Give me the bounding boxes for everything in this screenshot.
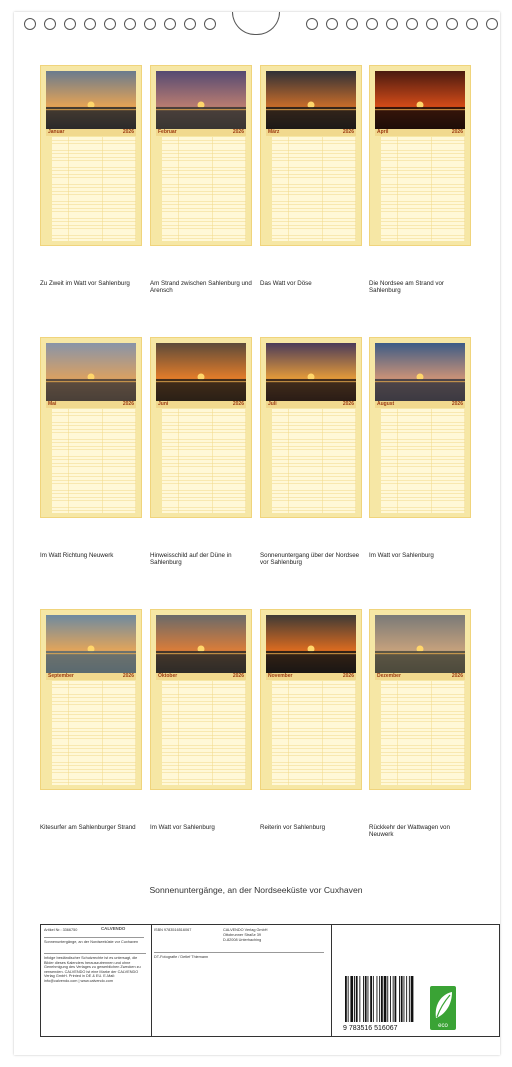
barcode-bar [399,976,400,1022]
month-header [156,129,246,136]
month-photo [375,343,465,401]
binding-ring [306,18,318,30]
day-rows [46,681,136,785]
month-caption: Sonnenuntergang über der Nordsee vor Sahlenburg [260,552,360,566]
binding-ring [466,18,478,30]
month-caption: Das Watt vor Döse [260,280,312,287]
eco-label: eco [438,1023,448,1029]
month-name: August [377,401,395,407]
month-name: Juni [158,401,169,407]
month-card-11 [260,609,362,790]
month-name: Februar [158,129,177,135]
barcode-bar [393,976,394,1022]
day-rows [156,137,246,241]
day-rows [266,137,356,241]
month-card-7 [260,337,362,518]
month-caption: Reiterin vor Sahlenburg [260,824,326,831]
short-title: Sonnenuntergänge, an der Nordseeküste vor Cuxhaven [44,937,144,945]
month-photo [266,71,356,129]
barcode-bar [390,976,391,1022]
month-card-8 [369,337,471,518]
month-card-6 [150,337,252,518]
barcode-bars [341,976,431,1026]
month-caption: Hinweisschild auf der Düne in Sahlenburg [150,552,232,566]
month-card-10 [150,609,252,790]
day-rows [46,137,136,241]
barcode-bar [363,976,364,1022]
article-number: Artikel Nr.: 3366750 [44,928,78,932]
barcode-bar [373,976,374,1022]
publisher-city: D-82008 Unterhaching [223,938,262,942]
day-rows [156,409,246,513]
month-header [266,673,356,680]
leaf-icon [430,986,456,1030]
legal-text: Infolge beständischer Schutzrechte ist es untersagt, die Bilder dieses Kalenders herauszutrennen und ohne Genehmigung des Verlages zu gewerblichen Zwecken zu verwenden. CALVENDO ist eine Marke der CALVENDO Verlag GmbH. Printed in DE & EU. E-Mail: info@calvendo.com | www.calvendo.com [44,953,146,984]
month-year: 2026 [232,129,244,135]
binding-ring [346,18,358,30]
month-year: 2026 [122,401,134,407]
binding-ring [446,18,458,30]
month-year: 2026 [451,401,463,407]
barcode-bar [368,976,369,1022]
month-header [46,129,136,136]
month-name: Juli [268,401,277,407]
binding-ring [204,18,216,30]
publisher-name: CALVENDO Verlag GmbH [223,928,268,932]
month-caption: Im Watt vor Sahlenburg [369,552,434,559]
binding-ring [44,18,56,30]
day-rows [46,409,136,513]
month-photo [266,615,356,673]
month-year: 2026 [342,401,354,407]
month-caption: Im Watt vor Sahlenburg [150,824,215,831]
month-photo [375,615,465,673]
barcode-bar [370,976,372,1022]
barcode-bar [359,976,360,1022]
barcode-bar [401,976,403,1022]
month-card-9 [40,609,142,790]
month-header [46,401,136,408]
month-name: Dezember [377,673,401,679]
barcode-bar [379,976,380,1022]
photographer-credit: DT-Fotografie / Detlef Thiemann [154,952,324,960]
day-rows [266,409,356,513]
month-header [375,401,465,408]
eco-badge [430,986,456,1030]
barcode-bar [365,976,367,1022]
day-rows [375,409,465,513]
month-year: 2026 [122,129,134,135]
month-card-1 [40,65,142,246]
month-caption: Im Watt Richtung Neuwerk [40,552,114,559]
month-photo [375,71,465,129]
barcode-bar [384,976,387,1022]
binding-ring [64,18,76,30]
month-photo [266,343,356,401]
binding-ring [366,18,378,30]
barcode-bar [406,976,407,1022]
barcode-bar [354,976,355,1022]
month-photo [46,615,136,673]
month-header [156,673,246,680]
day-rows [156,681,246,785]
month-year: 2026 [342,129,354,135]
publisher-logo-text: CALVENDO [101,926,126,931]
month-year: 2026 [122,673,134,679]
month-name: Januar [48,129,65,135]
barcode-bar [411,976,414,1022]
month-header [375,129,465,136]
barcode-bar [409,976,410,1022]
month-photo [156,615,246,673]
calendar-title: Sonnenuntergänge, an der Nordseeküste vor Cuxhaven [149,885,363,895]
binding-ring [426,18,438,30]
month-photo [46,71,136,129]
month-year: 2026 [232,673,244,679]
binding-ring [406,18,418,30]
info-box [40,924,500,1037]
month-card-4 [369,65,471,246]
barcode-bar [377,976,378,1022]
binding-ring [84,18,96,30]
binding-ring [144,18,156,30]
binding-ring [124,18,136,30]
barcode-bar [395,976,397,1022]
binding-ring [164,18,176,30]
month-year: 2026 [232,401,244,407]
month-year: 2026 [451,673,463,679]
binding-ring [24,18,36,30]
binding-ring [326,18,338,30]
barcode [341,976,431,1033]
month-photo [156,71,246,129]
binding-ring [486,18,498,30]
month-header [375,673,465,680]
binding-ring [184,18,196,30]
day-rows [375,681,465,785]
month-name: Mai [48,401,57,407]
day-rows [375,137,465,241]
month-card-5 [40,337,142,518]
barcode-bar [381,976,383,1022]
month-caption: Die Nordsee am Strand vor Sahlenburg [369,280,444,294]
month-header [156,401,246,408]
info-column-middle [151,925,332,1036]
month-caption: Am Strand zwischen Sahlenburg und Arensch [150,280,252,294]
binding-ring [104,18,116,30]
month-caption: Kitesurfer am Sahlenburger Strand [40,824,136,831]
month-name: April [377,129,389,135]
month-card-12 [369,609,471,790]
month-header [266,401,356,408]
month-card-3 [260,65,362,246]
month-name: März [268,129,280,135]
barcode-bar [356,976,358,1022]
isbn-text: ISBN 9783516516067 [154,928,192,932]
month-photo [46,343,136,401]
month-header [266,129,356,136]
barcode-bar [350,976,353,1022]
month-photo [156,343,246,401]
month-year: 2026 [342,673,354,679]
day-rows [266,681,356,785]
barcode-bar [348,976,349,1022]
barcode-bar [345,976,347,1022]
month-card-2 [150,65,252,246]
month-header [46,673,136,680]
binding-ring [386,18,398,30]
barcode-bar [387,976,388,1022]
publisher-street: Ottobrunner Straße 39 [223,933,261,937]
month-name: November [268,673,293,679]
info-column-left [41,925,152,1036]
barcode-number: 9 783516 516067 [343,1025,398,1032]
month-name: Oktober [158,673,178,679]
month-name: September [48,673,74,679]
month-caption: Zu Zweit im Watt vor Sahlenburg [40,280,130,287]
month-year: 2026 [451,129,463,135]
month-caption: Rückkehr der Wattwagen von Neuwerk [369,824,450,838]
barcode-bar [404,976,405,1022]
